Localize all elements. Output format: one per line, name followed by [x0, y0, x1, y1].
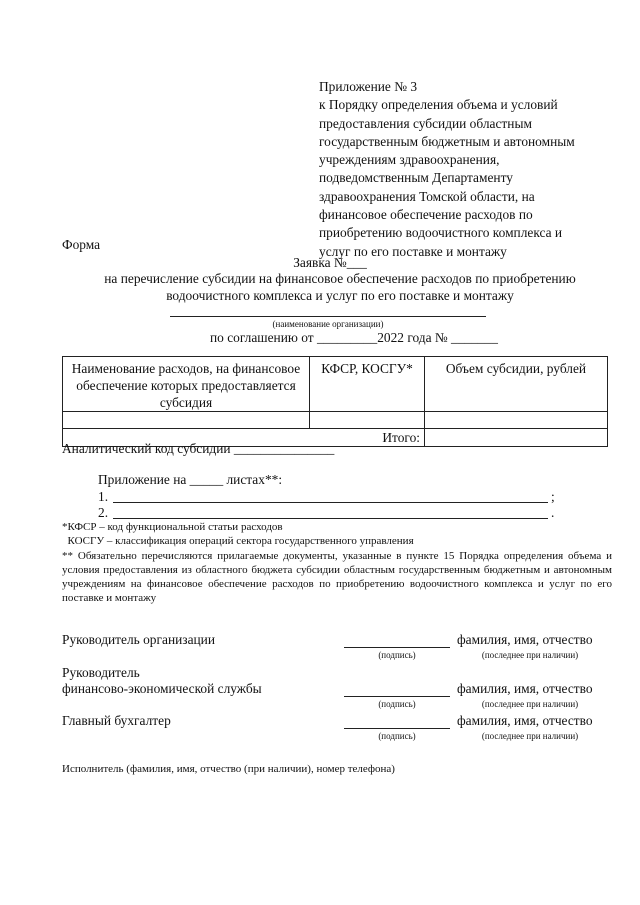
signature-accountant-fio: фамилия, имя, отчество: [457, 713, 593, 728]
org-name-caption: (наименование организации): [272, 319, 384, 329]
total-label: Итого:: [63, 429, 425, 447]
signature-head-sign-caption: (подпись): [378, 650, 416, 660]
annex-line: финансовое обеспечение расходов по: [319, 207, 533, 223]
request-title: Заявка №___: [293, 255, 367, 270]
appendix-item-2-line[interactable]: [113, 518, 548, 519]
appendix-line: Приложение на _____ листах**:: [98, 472, 283, 487]
appendix-item-2-end: .: [551, 505, 555, 520]
appendix-item-2-number: 2.: [98, 505, 109, 520]
subsidy-table: [62, 356, 608, 447]
header-kfsr-kosgu: КФСР, КОСГУ*: [310, 357, 425, 412]
org-name-line: [170, 316, 486, 317]
note-documents: ** Обязательно перечисляются прилагаемые документы, указанные в пункте 15 Порядка определения объема и условия предоставления из областного бюджета субсидии областным государственным бюджетным и автономным учреждениям на финансовое обеспечение расходов по приобретению водоочистного комплекса и услуг по его поставке и монтажу: [62, 550, 612, 604]
signature-fin-label-1: Руководитель: [62, 665, 140, 680]
note-kosgu: КОСГУ – классификация операций сектора государственного управления: [62, 535, 414, 547]
annex-line: государственным бюджетным и автономным: [319, 133, 575, 149]
note-kfsr: *КФСР – код функциональной статьи расходов: [62, 521, 283, 533]
agreement-line: по соглашению от _________2022 года № _______: [210, 330, 498, 345]
signature-fin-fio-caption: (последнее при наличии): [481, 699, 579, 709]
table-cell[interactable]: [425, 412, 608, 429]
table-row: [63, 412, 608, 429]
signature-accountant-sign-caption: (подпись): [378, 731, 416, 741]
signature-head-fio: фамилия, имя, отчество: [457, 632, 593, 647]
signature-fin-sign-caption: (подпись): [378, 699, 416, 709]
signature-head-fio-caption: (последнее при наличии): [481, 650, 579, 660]
annex-line: учреждениям здравоохранения,: [319, 152, 500, 168]
table-cell[interactable]: [63, 412, 310, 429]
signature-fin-label-2: финансово-экономической службы: [62, 681, 262, 696]
appendix-item-1-line[interactable]: [113, 502, 548, 503]
annex-line: к Порядку определения объема и условий: [319, 97, 558, 113]
header-expense-name: Наименование расходов, на финансовое обеспечение которых предоставляется субсидия: [63, 357, 310, 412]
annex-line: здравоохранения Томской области, на: [319, 188, 535, 204]
form-label: Форма: [62, 237, 101, 252]
appendix-item-1-end: ;: [551, 489, 555, 504]
signature-accountant-fio-caption: (последнее при наличии): [481, 731, 579, 741]
signature-head-label: Руководитель организации: [62, 632, 216, 647]
analytic-code: Аналитический код субсидии _______________: [62, 441, 335, 456]
signature-head-line[interactable]: [344, 647, 450, 648]
request-subtitle-line1: на перечисление субсидии на финансовое обеспечение расходов по приобретению: [104, 271, 576, 286]
signature-accountant-line[interactable]: [344, 728, 450, 729]
total-value-cell[interactable]: [425, 429, 608, 447]
request-subtitle-line2: водоочистного комплекса и услуг по его поставке и монтажу: [166, 288, 514, 303]
annex-line: предоставления субсидии областным: [319, 115, 532, 131]
signature-fin-fio: фамилия, имя, отчество: [457, 681, 593, 696]
annex-line: подведомственным Департаменту: [319, 170, 513, 186]
header-subsidy-amount: Объем субсидии, рублей: [425, 357, 608, 412]
annex-block: [319, 78, 619, 261]
signature-accountant-label: Главный бухгалтер: [62, 713, 171, 728]
annex-line: услуг по его поставке и монтажу: [319, 243, 507, 259]
annex-line: приобретению водоочистного комплекса и: [319, 225, 563, 241]
appendix-item-1-number: 1.: [98, 489, 109, 504]
signature-fin-line[interactable]: [344, 696, 450, 697]
table-header-row: [63, 357, 608, 412]
annex-line: Приложение № 3: [319, 79, 418, 94]
table-cell[interactable]: [310, 412, 425, 429]
executor-line: Исполнитель (фамилия, имя, отчество (при наличии), номер телефона): [62, 763, 395, 775]
